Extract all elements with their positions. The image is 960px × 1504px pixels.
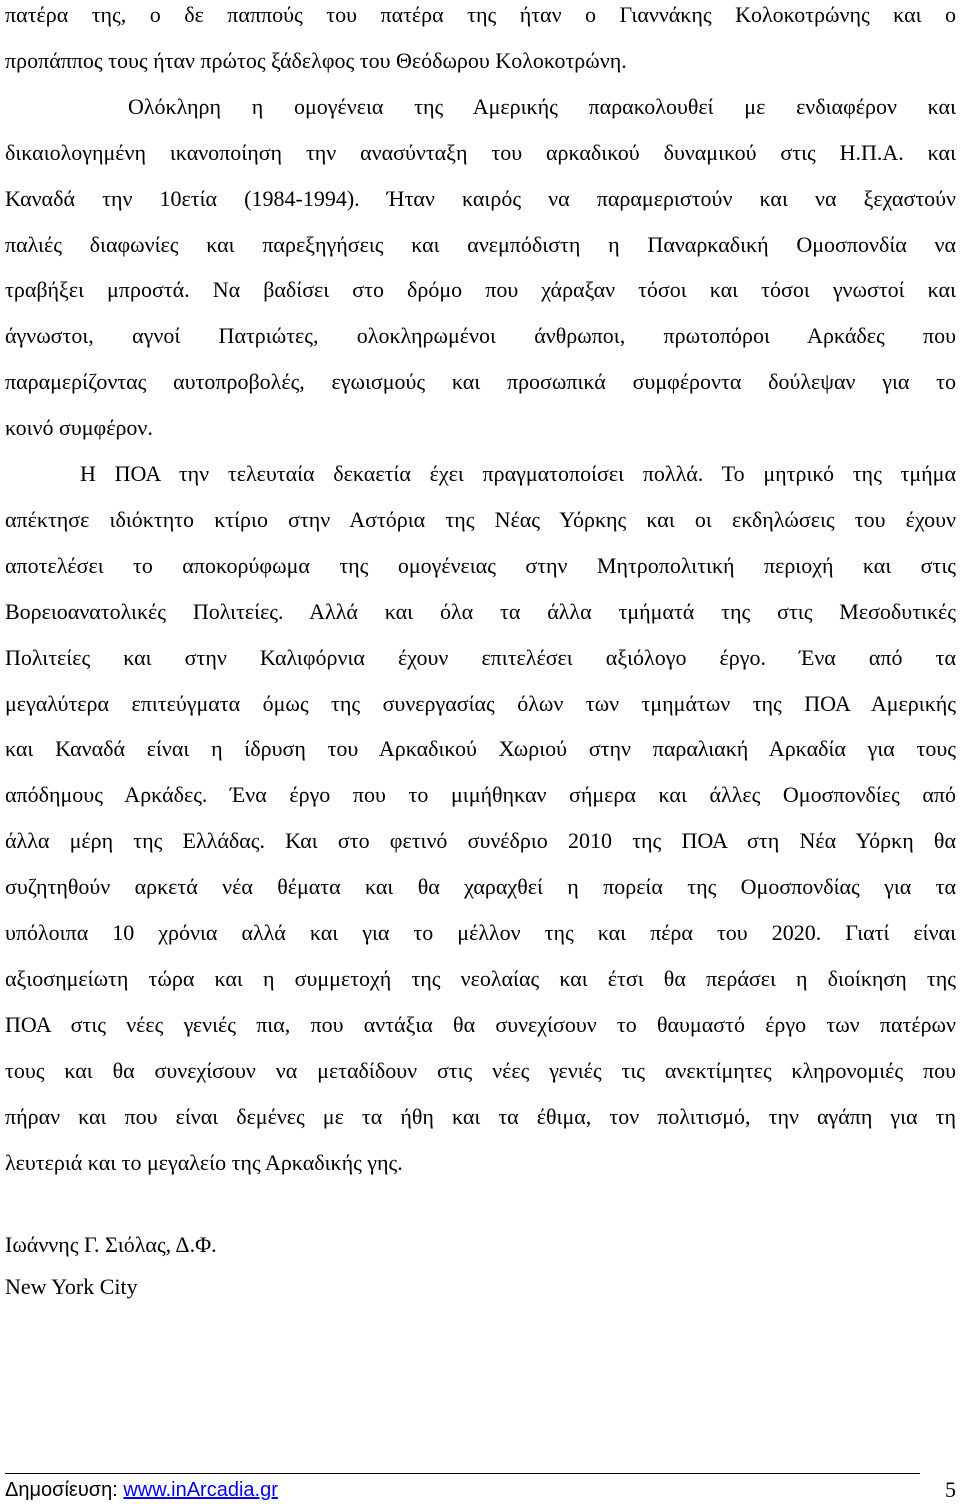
body-line: συζητηθούν αρκετά νέα θέματα και θα χαραχθεί η πορεία της Ομοσπονδίας για τα xyxy=(5,874,956,899)
body-line: άλλα μέρη της Ελλάδας. Και στο φετινό συνέδριο 2010 της ΠΟΑ στη Νέα Υόρκη θα xyxy=(5,828,956,853)
body-line: απέκτησε ιδιόκτητο κτίριο στην Αστόρια της Νέας Υόρκης και οι εκδηλώσεις του έχουν xyxy=(5,507,956,532)
body-line: κοινό συμφέρον. xyxy=(5,415,153,440)
body-line: προπάππος τους ήταν πρώτος ξάδελφος του Θεόδωρου Κολοκοτρώνη. xyxy=(5,48,627,73)
body-line: πατέρα της, ο δε παππούς του πατέρα της ήταν ο Γιαννάκης Κολοκοτρώνης και ο xyxy=(5,2,956,27)
publication-label: Δημοσίευση: xyxy=(5,1479,124,1501)
body-line: λευτεριά και το μεγαλείο της Αρκαδικής γης. xyxy=(5,1150,403,1175)
page-footer xyxy=(5,1478,956,1502)
body-line: Η ΠΟΑ την τελευταία δεκαετία έχει πραγματοποίσει πολλά. Το μητρικό της τμήμα xyxy=(5,461,956,486)
footer-divider xyxy=(5,1473,920,1474)
body-line: Βορειοανατολικές Πολιτείες. Αλλά και όλα τα άλλα τμήματά της στις Μεσοδυτικές xyxy=(5,599,956,624)
body-line: και Καναδά είναι η ίδρυση του Αρκαδικού Χωριού στην παραλιακή Αρκαδία για τους xyxy=(5,736,956,761)
body-line: πήραν και που είναι δεμένες με τα ήθη και τα έθιμα, τον πολιτισμό, την αγάπη για τη xyxy=(5,1104,956,1129)
body-line: παλιές διαφωνίες και παρεξηγήσεις και ανεμπόδιστη η Παναρκαδική Ομοσπονδία να xyxy=(5,232,956,257)
body-line: παραμερίζοντας αυτοπροβολές, εγωισμούς και προσωπικά συμφέροντα δούλεψαν για το xyxy=(5,369,956,394)
website-link[interactable]: www.inArcadia.gr xyxy=(123,1479,278,1501)
signature-city: New York City xyxy=(5,1274,138,1299)
body-line: δικαιολογημένη ικανοποίηση την ανασύνταξη του αρκαδικού δυναμικού στις Η.Π.Α. και xyxy=(5,140,956,165)
body-line: απόδημους Αρκάδες. Ένα έργο που το μιμήθηκαν σήμερα και άλλες Ομοσπονδίες από xyxy=(5,782,956,807)
body-line: μεγαλύτερα επιτεύγματα όμως της συνεργασίας όλων των τμημάτων της ΠΟΑ Αμερικής xyxy=(5,691,956,716)
signature-author: Ιωάννης Γ. Σιόλας, Δ.Φ. xyxy=(5,1232,217,1257)
body-line: άγνωστοι, αγνοί Πατριώτες, ολοκληρωμένοι άνθρωποι, πρωτοπόροι Αρκάδες που xyxy=(5,323,956,348)
body-line: τραβήξει μπροστά. Να βαδίσει στο δρόμο που χάραξαν τόσοι και τόσοι γνωστοί και xyxy=(5,277,956,302)
page-number: 5 xyxy=(945,1477,956,1502)
body-line: Ολόκληρη η ομογένεια της Αμερικής παρακολουθεί με ενδιαφέρον και xyxy=(5,94,956,119)
body-line: Καναδά την 10ετία (1984-1994). Ήταν καιρός να παραμεριστούν και να ξεχαστούν xyxy=(5,186,956,211)
body-line: αξιοσημείωτη τώρα και η συμμετοχή της νεολαίας και έτσι θα περάσει η διοίκηση της xyxy=(5,966,956,991)
body-line: αποτελέσει το αποκορύφωμα της ομογένειας στην Μητροπολιτική περιοχή και στις xyxy=(5,553,956,578)
body-line: Πολιτείες και στην Καλιφόρνια έχουν επιτελέσει αξιόλογο έργο. Ένα από τα xyxy=(5,645,956,670)
body-line: τους και θα συνεχίσουν να μεταδίδουν στις νέες γενιές τις ανεκτίμητες κληρονομιές που xyxy=(5,1058,956,1083)
body-line: ΠΟΑ στις νέες γενιές πια, που αντάξια θα συνεχίσουν το θαυμαστό έργο των πατέρων xyxy=(5,1012,956,1037)
document-page xyxy=(5,0,956,1504)
body-line: υπόλοιπα 10 χρόνια αλλά και για το μέλλον της και πέρα του 2020. Γιατί είναι xyxy=(5,920,956,945)
